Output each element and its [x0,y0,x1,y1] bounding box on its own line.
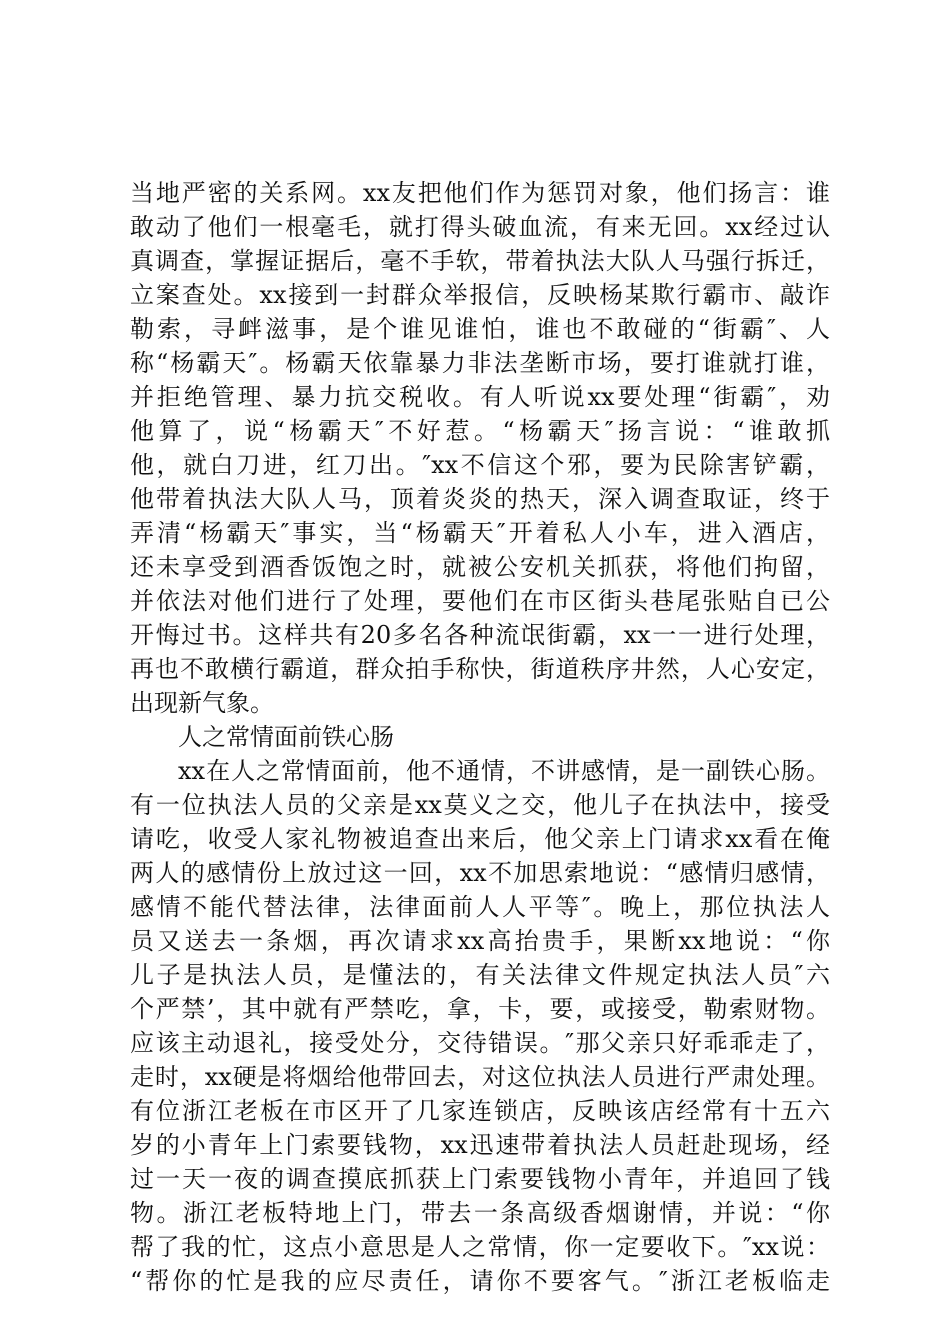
text-line: “帮你的忙是我的应尽责任，请你不要客气。″浙江老板临走 [130,1267,830,1295]
text-line: 当地严密的关系网。xx友把他们作为惩罚对象，他们扬言：谁 [130,179,830,207]
text-line: 岁的小青年上门索要钱物，xx迅速带着执法人员赶赴现场，经 [130,1131,830,1159]
text-line: 真调查，掌握证据后，毫不手软，带着执法大队人马强行拆迁， [130,247,830,275]
text-line: xx在人之常情面前，他不通情，不讲感情，是一副铁心肠。 [178,757,830,785]
text-line: 应该主动退礼，接受处分，交待错误。″那父亲只好乖乖走了， [130,1029,830,1057]
text-line: 开悔过书。这样共有20多名各种流氓街霸，xx一一进行处理， [130,621,830,649]
text-line: 他带着执法大队人马，顶着炎炎的热天，深入调查取证，终于 [130,485,830,513]
text-line: 过一天一夜的调查摸底抓获上门索要钱物小青年，并追回了钱 [130,1165,830,1193]
text-line: 两人的感情份上放过这一回，xx不加思索地说：“感情归感情， [130,859,830,887]
text-line: 走时，xx硬是将烟给他带回去，对这位执法人员进行严肃处理。 [130,1063,830,1091]
text-line: 勒索，寻衅滋事，是个谁见谁怕，谁也不敢碰的“街霸″、人 [130,315,830,343]
text-line: 再也不敢横行霸道，群众拍手称快，街道秩序井然，人心安定， [130,655,830,683]
text-line: 敢动了他们一根毫毛，就打得头破血流，有来无回。xx经过认 [130,213,830,241]
text-line: 物。浙江老板特地上门，带去一条高级香烟谢情，并说：“你 [130,1199,830,1227]
section-heading: 人之常情面前铁心肠 [178,723,394,751]
text-line: 他，就白刀进，红刀出。″xx不信这个邪，要为民除害铲霸， [130,451,830,479]
text-line: 并拒绝管理、暴力抗交税收。有人听说xx要处理“街霸″，劝 [130,383,830,411]
text-line: 儿子是执法人员，是懂法的，有关法律文件规定执法人员″六 [130,961,830,989]
text-line: 个严禁’，其中就有严禁吃，拿，卡，要，或接受，勒索财物。 [130,995,830,1023]
text-line: 员又送去一条烟，再次请求xx高抬贵手，果断xx地说：“你 [130,927,830,955]
text-line: 并依法对他们进行了处理，要他们在市区街头巷尾张贴自已公 [130,587,830,615]
text-line: 弄清“杨霸天″事实，当“杨霸天″开着私人小车，进入酒店， [130,519,830,547]
text-line: 帮了我的忙，这点小意思是人之常情，你一定要收下。″xx说： [130,1233,830,1261]
text-line: 感情不能代替法律，法律面前人人平等″。晚上，那位执法人 [130,893,830,921]
text-line: 出现新气象。 [130,689,274,717]
text-line: 立案查处。xx接到一封群众举报信，反映杨某欺行霸市、敲诈 [130,281,830,309]
text-line: 他算了，说“杨霸天″不好惹。“杨霸天″扬言说：“谁敢抓 [130,417,830,445]
text-line: 有一位执法人员的父亲是xx莫义之交，他儿子在执法中，接受 [130,791,830,819]
text-line: 有位浙江老板在市区开了几家连锁店，反映该店经常有十五六 [130,1097,830,1125]
text-line: 请吃，收受人家礼物被追查出来后，他父亲上门请求xx看在俺 [130,825,830,853]
text-line: 还未享受到酒香饭饱之时，就被公安机关抓获，将他们拘留， [130,553,830,581]
text-line: 称“杨霸天″。杨霸天依靠暴力非法垄断市场，要打谁就打谁， [130,349,830,377]
